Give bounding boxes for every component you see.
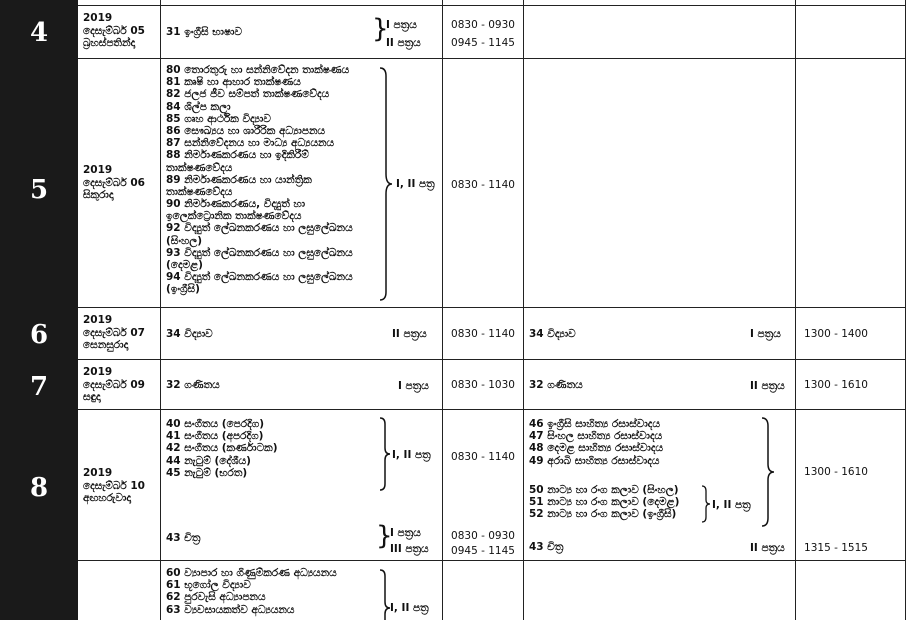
row-divider xyxy=(78,307,906,308)
row6-date: 2019 දෙසැම්බර් 07 සෙනසුරාදා xyxy=(83,314,145,351)
row4-subject: 31 ඉංග්‍රීසි භාෂාව xyxy=(166,26,243,38)
row-number-6: 6 xyxy=(29,320,49,350)
row5-date: 2019 දෙසැම්බර් 06 සිකුරාදා xyxy=(83,164,145,201)
brace-icon xyxy=(700,484,712,524)
row-number-5: 5 xyxy=(29,175,49,205)
row8-subject2: 43 චිත්‍ර xyxy=(166,532,201,544)
row8-pm-subject-list: 46 ඉංග්‍රීසි සාහිත්‍ය රසාස්වාදය 47 සිංහල සාහිත්‍ය රසාස්වාදය 48 දෙමළ සාහිත්‍ය රසාස්වාදය 49 අරාබි සාහිත්‍ය රසාස්වාදය xyxy=(529,418,664,467)
row5-time: 0830 - 1140 xyxy=(451,179,515,191)
row7-subject: 32 ගණිතය xyxy=(166,379,220,391)
row8-pm-subject2: 43 චිත්‍ර xyxy=(529,541,564,553)
row8-pm-paper-b: I, II පත්‍ර xyxy=(712,499,751,511)
row9-subject-list: 60 ව්‍යාපාර හා ගිණුම්කරණ අධ්‍යයනය 61 භූගෝල විද්‍යාව 62 පුරවැසි අධ්‍යාපනය 63 ව්‍යවසායකත්ව අධ්‍යයනය xyxy=(166,567,337,616)
brace-icon: } xyxy=(372,14,389,44)
row6-subject: 34 විද්‍යාව xyxy=(166,328,213,340)
row7-pm-subject: 32 ගණිතය xyxy=(529,379,583,391)
row5-paper: I, II පත්‍ර xyxy=(396,178,435,190)
row-divider xyxy=(78,560,906,561)
row4-time1: 0830 - 0930 xyxy=(451,19,515,31)
row8-paper2a: I පත්‍රය xyxy=(390,527,421,539)
row8-subject-list: 40 සංගීතය (පෙරදිග) 41 සංගීතය (අපරදිග) 42 සංගීතය (කර්ණාටක) 44 නැටුම් (දේශීය) 45 නැටුම් (භරත) xyxy=(166,418,278,479)
row4-time2: 0945 - 1145 xyxy=(451,37,515,49)
row8-pm-paper2: II පත්‍රය xyxy=(750,542,785,554)
row-number-4: 4 xyxy=(29,18,49,48)
row6-time: 0830 - 1140 xyxy=(451,328,515,340)
column-divider xyxy=(442,0,443,620)
row4-paper2: II පත්‍රය xyxy=(386,37,421,49)
row4-date: 2019 දෙසැම්බර් 05 බ්‍රහස්පතින්දා xyxy=(83,12,145,49)
column-divider xyxy=(523,0,524,620)
row8-time: 0830 - 1140 xyxy=(451,451,515,463)
row6-paper: II පත්‍රය xyxy=(392,328,427,340)
brace-icon xyxy=(760,416,776,528)
row8-paper2b: III පත්‍රය xyxy=(390,543,429,555)
row7-pm-time: 1300 - 1610 xyxy=(804,379,868,391)
row8-paper: I, II පත්‍ර xyxy=(392,449,431,461)
column-divider xyxy=(905,0,906,620)
row-divider xyxy=(78,359,906,360)
row8-time2b: 0945 - 1145 xyxy=(451,545,515,557)
brace-icon xyxy=(378,66,394,302)
row8-pm-subject-list-b: 50 නාට්‍ය හා රංග කලාව (සිංහල) 51 නාට්‍ය හා රංග කලාව (දෙමළ) 52 නාට්‍ය හා රංග කලාව (ඉංග්‍රීසි) xyxy=(529,484,680,521)
row-number-bar xyxy=(0,0,78,620)
brace-icon: } xyxy=(376,521,393,551)
row-number-7: 7 xyxy=(29,372,49,402)
row-divider xyxy=(78,5,906,6)
brace-icon xyxy=(378,416,392,492)
row8-time2a: 0830 - 0930 xyxy=(451,530,515,542)
row7-date: 2019 දෙසැම්බර් 09 සඳුදා xyxy=(83,366,145,403)
row7-time: 0830 - 1030 xyxy=(451,379,515,391)
row8-pm-time: 1300 - 1610 xyxy=(804,466,868,478)
row-divider xyxy=(78,58,906,59)
row-divider xyxy=(78,409,906,410)
row7-paper: I පත්‍රය xyxy=(398,380,429,392)
row9-paper: I, II පත්‍ර xyxy=(390,602,429,614)
row4-paper1: I පත්‍රය xyxy=(386,19,417,31)
row6-pm-paper: I පත්‍රය xyxy=(750,328,781,340)
column-divider xyxy=(160,0,161,620)
row6-pm-time: 1300 - 1400 xyxy=(804,328,868,340)
row8-date: 2019 දෙසැම්බර් 10 අඟහරුවාදා xyxy=(83,467,145,504)
column-divider xyxy=(795,0,796,620)
row7-pm-paper: II පත්‍රය xyxy=(750,380,785,392)
row6-pm-subject: 34 විද්‍යාව xyxy=(529,328,576,340)
row5-subject-list: 80 තොරතුරු හා සන්නිවේදන තාක්ෂණය 81 කෘෂි හා ආහාර තාක්ෂණය 82 ජලජ ජීව සම්පත් තාක්ෂණවේදය 84 ශිල්ප කලා 85 ගෘහ ආර්ථික විද්‍යාව 86 සෞඛ්‍යය හා ශාරීරික අධ්‍යාපනය 87 සන්නිවේදනය හා මාධ්‍ය අධ්‍යයනය 88 නිර්මාණකරණය හා ඉදිකිරීම් තාක්ෂණවේදය 89 නිර්මාණකරණය හා යාන්ත්‍රික තාක්ෂණවේදය 90 නිර්මාණකරණය, විද්‍යුත් හා ඉලෙක්ට්‍රොනික තාක්ෂණවේදය 92 විද්‍යුත් ලේඛනකරණය හා ලඝුලේඛනය (සිංහල) 93 විද්‍යුත් ලේඛනකරණය හා ලඝුලේඛනය (දෙමළ) 94 විද්‍යුත් ලේඛනකරණය හා ලඝුලේඛනය (ඉංග්‍රීසි) xyxy=(166,64,353,296)
row8-pm-time2: 1315 - 1515 xyxy=(804,542,868,554)
row-number-8: 8 xyxy=(29,473,49,503)
